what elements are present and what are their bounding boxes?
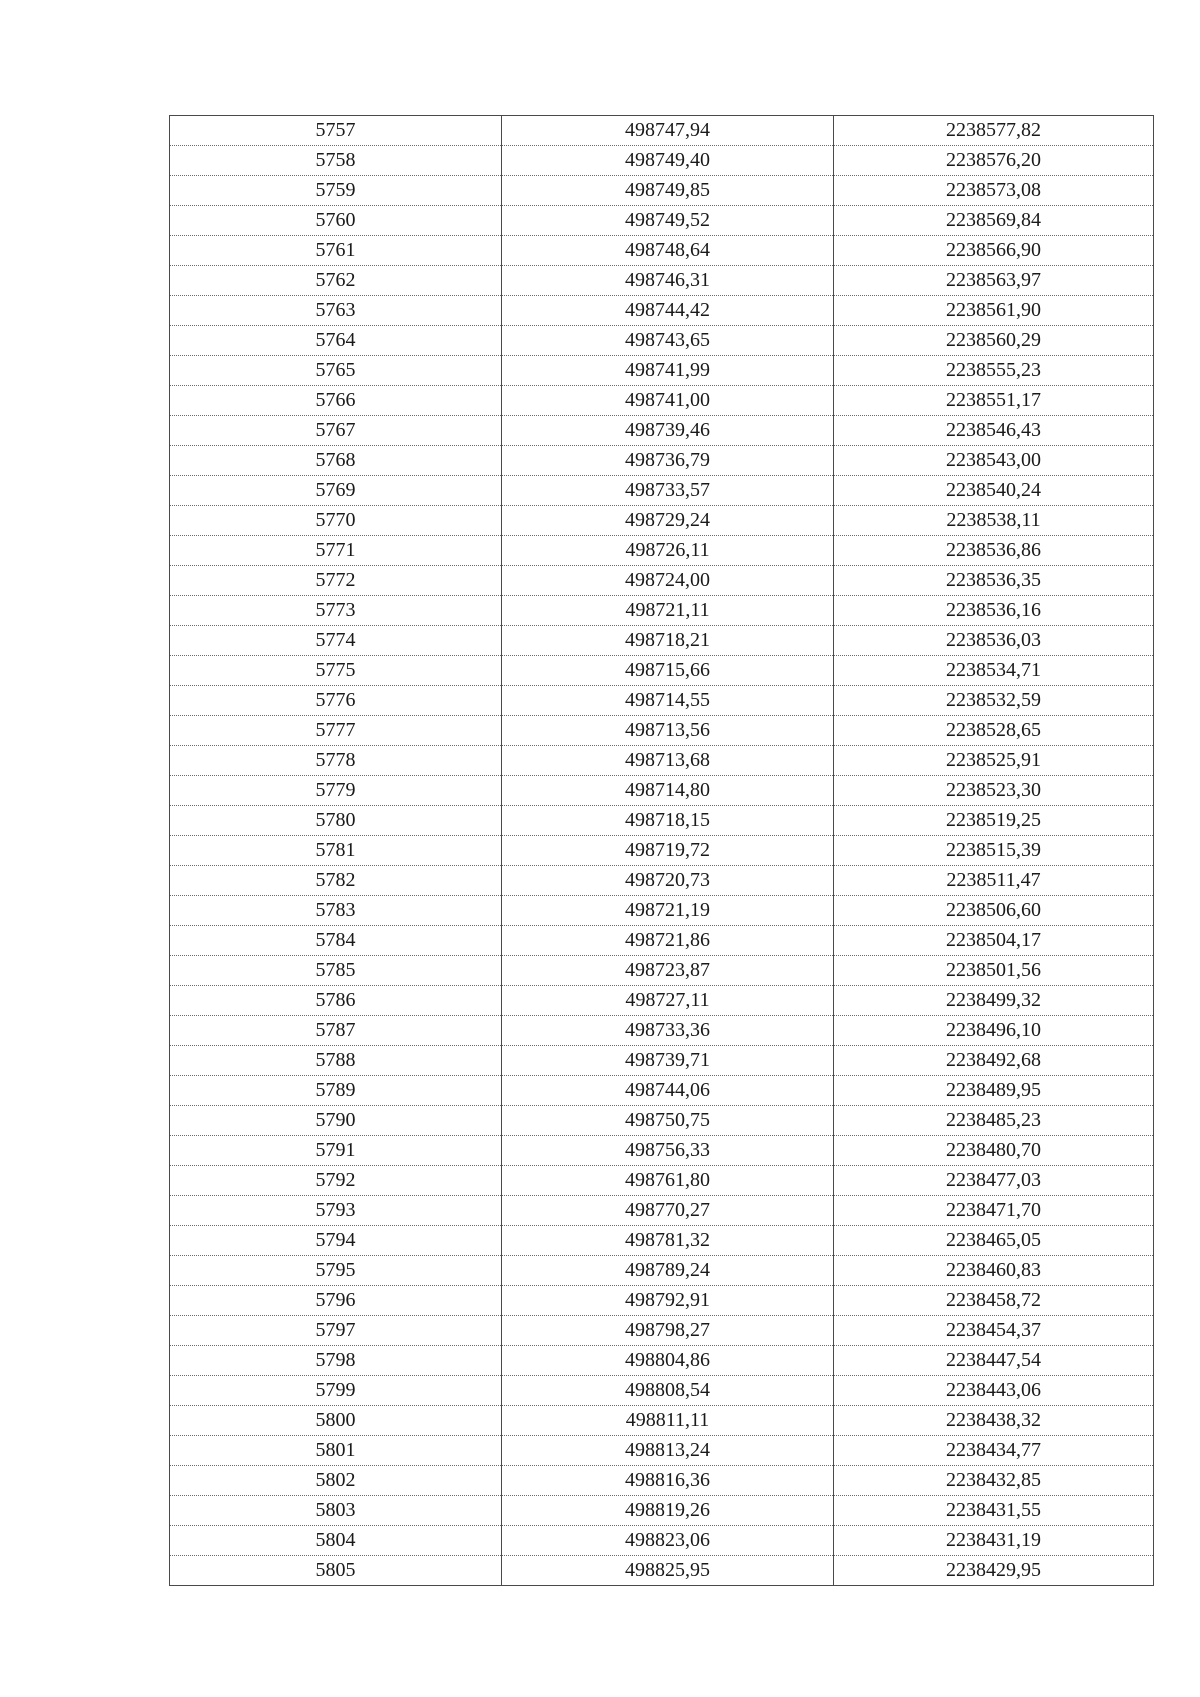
- y-coordinate-cell: 2238454,37: [834, 1316, 1154, 1346]
- table-row: [170, 1136, 1154, 1166]
- point-number-cell: 5781: [170, 836, 502, 866]
- point-number-cell: 5770: [170, 506, 502, 536]
- table-row: [170, 686, 1154, 716]
- point-number-cell: 5782: [170, 866, 502, 896]
- point-number-cell: 5765: [170, 356, 502, 386]
- y-coordinate-cell: 2238438,32: [834, 1406, 1154, 1436]
- y-coordinate-cell: 2238538,11: [834, 506, 1154, 536]
- y-coordinate-cell: 2238515,39: [834, 836, 1154, 866]
- point-number-cell: 5757: [170, 116, 502, 146]
- x-coordinate-cell: 498823,06: [502, 1526, 834, 1556]
- point-number-cell: 5788: [170, 1046, 502, 1076]
- y-coordinate-cell: 2238492,68: [834, 1046, 1154, 1076]
- y-coordinate-cell: 2238576,20: [834, 146, 1154, 176]
- point-number-cell: 5760: [170, 206, 502, 236]
- table-row: [170, 896, 1154, 926]
- y-coordinate-cell: 2238501,56: [834, 956, 1154, 986]
- point-number-cell: 5768: [170, 446, 502, 476]
- table-row: [170, 956, 1154, 986]
- table-row: [170, 1406, 1154, 1436]
- y-coordinate-cell: 2238447,54: [834, 1346, 1154, 1376]
- point-number-cell: 5793: [170, 1196, 502, 1226]
- x-coordinate-cell: 498804,86: [502, 1346, 834, 1376]
- y-coordinate-cell: 2238480,70: [834, 1136, 1154, 1166]
- point-number-cell: 5802: [170, 1466, 502, 1496]
- x-coordinate-cell: 498714,80: [502, 776, 834, 806]
- point-number-cell: 5776: [170, 686, 502, 716]
- table-row: [170, 326, 1154, 356]
- x-coordinate-cell: 498749,40: [502, 146, 834, 176]
- x-coordinate-cell: 498749,85: [502, 176, 834, 206]
- x-coordinate-cell: 498713,56: [502, 716, 834, 746]
- x-coordinate-cell: 498720,73: [502, 866, 834, 896]
- x-coordinate-cell: 498825,95: [502, 1556, 834, 1586]
- x-coordinate-cell: 498792,91: [502, 1286, 834, 1316]
- table-row: [170, 806, 1154, 836]
- y-coordinate-cell: 2238543,00: [834, 446, 1154, 476]
- x-coordinate-cell: 498736,79: [502, 446, 834, 476]
- table-row: [170, 1046, 1154, 1076]
- point-number-cell: 5758: [170, 146, 502, 176]
- y-coordinate-cell: 2238561,90: [834, 296, 1154, 326]
- y-coordinate-cell: 2238471,70: [834, 1196, 1154, 1226]
- x-coordinate-cell: 498813,24: [502, 1436, 834, 1466]
- y-coordinate-cell: 2238431,19: [834, 1526, 1154, 1556]
- y-coordinate-cell: 2238477,03: [834, 1166, 1154, 1196]
- table-row: [170, 476, 1154, 506]
- x-coordinate-cell: 498816,36: [502, 1466, 834, 1496]
- table-row: [170, 986, 1154, 1016]
- y-coordinate-cell: 2238563,97: [834, 266, 1154, 296]
- x-coordinate-cell: 498748,64: [502, 236, 834, 266]
- y-coordinate-cell: 2238432,85: [834, 1466, 1154, 1496]
- y-coordinate-cell: 2238569,84: [834, 206, 1154, 236]
- table-row: [170, 1076, 1154, 1106]
- point-number-cell: 5799: [170, 1376, 502, 1406]
- x-coordinate-cell: 498750,75: [502, 1106, 834, 1136]
- point-number-cell: 5797: [170, 1316, 502, 1346]
- x-coordinate-cell: 498718,21: [502, 626, 834, 656]
- y-coordinate-cell: 2238534,71: [834, 656, 1154, 686]
- x-coordinate-cell: 498714,55: [502, 686, 834, 716]
- y-coordinate-cell: 2238536,16: [834, 596, 1154, 626]
- point-number-cell: 5778: [170, 746, 502, 776]
- table-row: [170, 926, 1154, 956]
- table-row: [170, 1496, 1154, 1526]
- point-number-cell: 5775: [170, 656, 502, 686]
- table-row: [170, 536, 1154, 566]
- y-coordinate-cell: 2238443,06: [834, 1376, 1154, 1406]
- table-row: [170, 596, 1154, 626]
- table-row: [170, 866, 1154, 896]
- table-row: [170, 1466, 1154, 1496]
- point-number-cell: 5779: [170, 776, 502, 806]
- x-coordinate-cell: 498761,80: [502, 1166, 834, 1196]
- table-row: [170, 836, 1154, 866]
- table-row: [170, 716, 1154, 746]
- point-number-cell: 5763: [170, 296, 502, 326]
- table-row: [170, 626, 1154, 656]
- point-number-cell: 5774: [170, 626, 502, 656]
- point-number-cell: 5786: [170, 986, 502, 1016]
- point-number-cell: 5800: [170, 1406, 502, 1436]
- table-row: [170, 1226, 1154, 1256]
- x-coordinate-cell: 498781,32: [502, 1226, 834, 1256]
- table-row: [170, 236, 1154, 266]
- point-number-cell: 5783: [170, 896, 502, 926]
- table-row: [170, 206, 1154, 236]
- point-number-cell: 5794: [170, 1226, 502, 1256]
- y-coordinate-cell: 2238496,10: [834, 1016, 1154, 1046]
- y-coordinate-cell: 2238485,23: [834, 1106, 1154, 1136]
- table-row: [170, 296, 1154, 326]
- y-coordinate-cell: 2238489,95: [834, 1076, 1154, 1106]
- x-coordinate-cell: 498741,00: [502, 386, 834, 416]
- y-coordinate-cell: 2238540,24: [834, 476, 1154, 506]
- table-row: [170, 746, 1154, 776]
- table-row: [170, 1286, 1154, 1316]
- x-coordinate-cell: 498726,11: [502, 536, 834, 566]
- table-row: [170, 416, 1154, 446]
- x-coordinate-cell: 498749,52: [502, 206, 834, 236]
- y-coordinate-cell: 2238499,32: [834, 986, 1154, 1016]
- point-number-cell: 5795: [170, 1256, 502, 1286]
- table-row: [170, 176, 1154, 206]
- y-coordinate-cell: 2238546,43: [834, 416, 1154, 446]
- point-number-cell: 5761: [170, 236, 502, 266]
- table-row: [170, 1016, 1154, 1046]
- point-number-cell: 5780: [170, 806, 502, 836]
- y-coordinate-cell: 2238528,65: [834, 716, 1154, 746]
- y-coordinate-cell: 2238519,25: [834, 806, 1154, 836]
- x-coordinate-cell: 498739,71: [502, 1046, 834, 1076]
- x-coordinate-cell: 498724,00: [502, 566, 834, 596]
- x-coordinate-cell: 498808,54: [502, 1376, 834, 1406]
- table-row: [170, 116, 1154, 146]
- y-coordinate-cell: 2238525,91: [834, 746, 1154, 776]
- x-coordinate-cell: 498743,65: [502, 326, 834, 356]
- y-coordinate-cell: 2238555,23: [834, 356, 1154, 386]
- x-coordinate-cell: 498715,66: [502, 656, 834, 686]
- y-coordinate-cell: 2238573,08: [834, 176, 1154, 206]
- table-row: [170, 776, 1154, 806]
- table-row: [170, 446, 1154, 476]
- table-row: [170, 1556, 1154, 1586]
- x-coordinate-cell: 498721,11: [502, 596, 834, 626]
- table-row: [170, 386, 1154, 416]
- y-coordinate-cell: 2238434,77: [834, 1436, 1154, 1466]
- point-number-cell: 5791: [170, 1136, 502, 1166]
- point-number-cell: 5759: [170, 176, 502, 206]
- y-coordinate-cell: 2238431,55: [834, 1496, 1154, 1526]
- point-number-cell: 5787: [170, 1016, 502, 1046]
- table-row: [170, 1376, 1154, 1406]
- y-coordinate-cell: 2238506,60: [834, 896, 1154, 926]
- y-coordinate-cell: 2238551,17: [834, 386, 1154, 416]
- coordinates-table-body: [170, 116, 1154, 1586]
- x-coordinate-cell: 498756,33: [502, 1136, 834, 1166]
- y-coordinate-cell: 2238523,30: [834, 776, 1154, 806]
- point-number-cell: 5769: [170, 476, 502, 506]
- table-row: [170, 1106, 1154, 1136]
- point-number-cell: 5772: [170, 566, 502, 596]
- coordinates-table: [169, 115, 1154, 1586]
- x-coordinate-cell: 498733,36: [502, 1016, 834, 1046]
- point-number-cell: 5785: [170, 956, 502, 986]
- table-row: [170, 1196, 1154, 1226]
- table-row: [170, 566, 1154, 596]
- point-number-cell: 5773: [170, 596, 502, 626]
- x-coordinate-cell: 498719,72: [502, 836, 834, 866]
- table-row: [170, 1166, 1154, 1196]
- point-number-cell: 5792: [170, 1166, 502, 1196]
- table-row: [170, 506, 1154, 536]
- point-number-cell: 5777: [170, 716, 502, 746]
- y-coordinate-cell: 2238504,17: [834, 926, 1154, 956]
- point-number-cell: 5805: [170, 1556, 502, 1586]
- x-coordinate-cell: 498789,24: [502, 1256, 834, 1286]
- x-coordinate-cell: 498746,31: [502, 266, 834, 296]
- point-number-cell: 5798: [170, 1346, 502, 1376]
- point-number-cell: 5804: [170, 1526, 502, 1556]
- x-coordinate-cell: 498733,57: [502, 476, 834, 506]
- y-coordinate-cell: 2238536,03: [834, 626, 1154, 656]
- x-coordinate-cell: 498770,27: [502, 1196, 834, 1226]
- table-row: [170, 1256, 1154, 1286]
- y-coordinate-cell: 2238536,86: [834, 536, 1154, 566]
- table-row: [170, 656, 1154, 686]
- x-coordinate-cell: 498713,68: [502, 746, 834, 776]
- x-coordinate-cell: 498729,24: [502, 506, 834, 536]
- x-coordinate-cell: 498727,11: [502, 986, 834, 1016]
- point-number-cell: 5789: [170, 1076, 502, 1106]
- point-number-cell: 5803: [170, 1496, 502, 1526]
- y-coordinate-cell: 2238429,95: [834, 1556, 1154, 1586]
- x-coordinate-cell: 498723,87: [502, 956, 834, 986]
- y-coordinate-cell: 2238560,29: [834, 326, 1154, 356]
- point-number-cell: 5790: [170, 1106, 502, 1136]
- table-row: [170, 146, 1154, 176]
- x-coordinate-cell: 498811,11: [502, 1406, 834, 1436]
- y-coordinate-cell: 2238536,35: [834, 566, 1154, 596]
- table-row: [170, 1436, 1154, 1466]
- point-number-cell: 5766: [170, 386, 502, 416]
- x-coordinate-cell: 498741,99: [502, 356, 834, 386]
- table-row: [170, 356, 1154, 386]
- x-coordinate-cell: 498739,46: [502, 416, 834, 446]
- x-coordinate-cell: 498747,94: [502, 116, 834, 146]
- table-row: [170, 266, 1154, 296]
- point-number-cell: 5771: [170, 536, 502, 566]
- x-coordinate-cell: 498744,42: [502, 296, 834, 326]
- y-coordinate-cell: 2238532,59: [834, 686, 1154, 716]
- y-coordinate-cell: 2238465,05: [834, 1226, 1154, 1256]
- table-row: [170, 1346, 1154, 1376]
- table-row: [170, 1526, 1154, 1556]
- y-coordinate-cell: 2238460,83: [834, 1256, 1154, 1286]
- x-coordinate-cell: 498744,06: [502, 1076, 834, 1106]
- x-coordinate-cell: 498798,27: [502, 1316, 834, 1346]
- x-coordinate-cell: 498721,19: [502, 896, 834, 926]
- y-coordinate-cell: 2238577,82: [834, 116, 1154, 146]
- table-row: [170, 1316, 1154, 1346]
- x-coordinate-cell: 498819,26: [502, 1496, 834, 1526]
- point-number-cell: 5796: [170, 1286, 502, 1316]
- x-coordinate-cell: 498718,15: [502, 806, 834, 836]
- point-number-cell: 5784: [170, 926, 502, 956]
- point-number-cell: 5767: [170, 416, 502, 446]
- y-coordinate-cell: 2238458,72: [834, 1286, 1154, 1316]
- y-coordinate-cell: 2238566,90: [834, 236, 1154, 266]
- point-number-cell: 5801: [170, 1436, 502, 1466]
- point-number-cell: 5764: [170, 326, 502, 356]
- y-coordinate-cell: 2238511,47: [834, 866, 1154, 896]
- point-number-cell: 5762: [170, 266, 502, 296]
- x-coordinate-cell: 498721,86: [502, 926, 834, 956]
